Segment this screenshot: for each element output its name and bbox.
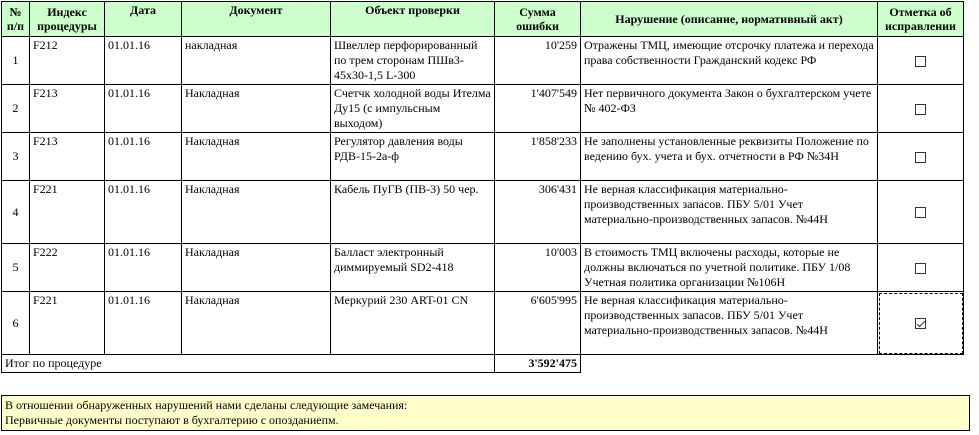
remarks-text: Первичные документы поступают в бухгалтерию с опозданиепм.: [5, 413, 339, 427]
correction-mark-cell: [878, 244, 964, 292]
table-row: [2, 181, 964, 244]
violation-text: Отражены ТМЦ, имеющие отсрочку платежа и перехода права собственности Гражданский кодекс РФ: [581, 37, 878, 85]
row-date: 01.01.16: [105, 292, 182, 355]
procedure-index: F213: [30, 85, 105, 133]
row-date: 01.01.16: [105, 181, 182, 244]
correction-checkbox[interactable]: [915, 207, 926, 218]
correction-mark-cell: [878, 133, 964, 181]
check-object: Кабель ПуГВ (ПВ-3) 50 чер.: [331, 181, 495, 244]
procedure-index: F212: [30, 37, 105, 85]
correction-mark-cell: [878, 292, 964, 355]
error-sum: 10'003: [495, 244, 581, 292]
error-sum: 6'605'995: [495, 292, 581, 355]
col-header-index: Индекс процедуры: [30, 2, 105, 37]
row-date: 01.01.16: [105, 85, 182, 133]
col-header-sum: Сумма ошибки: [495, 2, 581, 37]
remarks-heading: В отношении обнаруженных нарушений нами сделаны следующие замечания:: [5, 398, 408, 412]
col-header-object: Объект проверки: [331, 2, 495, 37]
document-type: Накладная: [182, 133, 331, 181]
check-object: Меркурий 230 ART-01 CN: [331, 292, 495, 355]
correction-checkbox[interactable]: [915, 152, 926, 163]
row-date: 01.01.16: [105, 133, 182, 181]
error-sum: 1'407'549: [495, 85, 581, 133]
table-row: [2, 244, 964, 292]
row-number: 6: [2, 292, 30, 355]
procedure-index: F213: [30, 133, 105, 181]
row-number: 5: [2, 244, 30, 292]
document-type: Накладная: [182, 85, 331, 133]
check-object: Счетчк холодной воды Ителма Ду15 (с импульсным выходом): [331, 85, 495, 133]
table-row: [2, 133, 964, 181]
document-type: Накладная: [182, 244, 331, 292]
document-type: Накладная: [182, 181, 331, 244]
total-label: Итог по процедуре: [2, 355, 182, 373]
error-sum: 1'858'233: [495, 133, 581, 181]
row-number: 4: [2, 181, 30, 244]
col-header-num: № п/п: [2, 2, 30, 37]
correction-mark-cell: [878, 37, 964, 85]
check-object: Регулятор давления воды РДВ-15-2а-ф: [331, 133, 495, 181]
total-sum: 3'592'475: [495, 355, 581, 373]
correction-checkbox[interactable]: [915, 56, 926, 67]
document-type: накладная: [182, 37, 331, 85]
total-spacer: [182, 355, 495, 373]
violation-text: Не верная классификация материально-производственных запасов. ПБУ 5/01 Учет материально-производственных запасов. №44Н: [581, 181, 878, 244]
row-number: 2: [2, 85, 30, 133]
row-number: 3: [2, 133, 30, 181]
check-object: Балласт электронный диммируемый SD2-418: [331, 244, 495, 292]
table-row: [2, 85, 964, 133]
correction-mark-cell: [878, 85, 964, 133]
correction-checkbox[interactable]: [915, 263, 926, 274]
error-sum: 10'259: [495, 37, 581, 85]
remarks-box: [1, 395, 970, 431]
table-row: [2, 37, 964, 85]
row-date: 01.01.16: [105, 37, 182, 85]
header-row: [2, 2, 964, 37]
col-header-mark: Отметка об исправлении: [878, 2, 964, 37]
col-header-date: Дата: [105, 2, 182, 37]
row-number: 1: [2, 37, 30, 85]
table-row: [2, 292, 964, 355]
document-type: Накладная: [182, 292, 331, 355]
col-header-document: Документ: [182, 2, 331, 37]
procedure-index: F221: [30, 181, 105, 244]
violation-text: Не заполнены установленные реквизиты Положение по ведению бух. учета и бух. отчетности в РФ №34Н: [581, 133, 878, 181]
procedure-index: F221: [30, 292, 105, 355]
violation-text: Не верная классификация материально-производственных запасов. ПБУ 5/01 Учет материально-производственных запасов. №44Н: [581, 292, 878, 355]
check-object: Швеллер перфорированный по трем сторонам ПШв3-45х30-1,5 L-300: [331, 37, 495, 85]
total-empty: [581, 355, 964, 373]
correction-checkbox-checked[interactable]: [915, 318, 926, 329]
error-sum: 306'431: [495, 181, 581, 244]
audit-errors-table: [1, 1, 964, 373]
procedure-index: F222: [30, 244, 105, 292]
correction-checkbox[interactable]: [915, 104, 926, 115]
violation-text: Нет первичного документа Закон о бухгалтерском учете № 402-ФЗ: [581, 85, 878, 133]
row-date: 01.01.16: [105, 244, 182, 292]
violation-text: В стоимость ТМЦ включены расходы, которые не должны включаться по учетной политике. ПБУ 1/08 Учетная политика организации №106Н: [581, 244, 878, 292]
total-row: [2, 355, 964, 373]
col-header-violation: Нарушение (описание, нормативный акт): [581, 2, 878, 37]
correction-mark-cell: [878, 181, 964, 244]
